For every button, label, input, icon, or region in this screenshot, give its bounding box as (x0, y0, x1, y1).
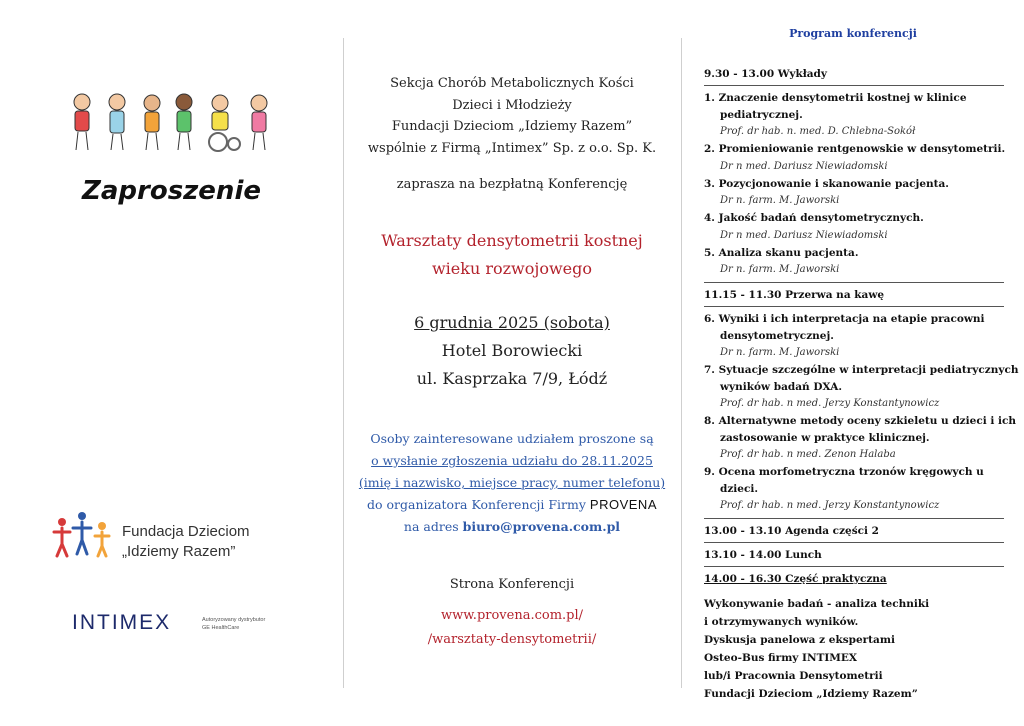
practical-line: Dyskusja panelowa z ekspertami (704, 634, 895, 646)
invite-text: zaprasza na bezpłatną Konferencję (396, 177, 628, 192)
organizer-line: Dzieci i Młodzieży (452, 97, 572, 113)
practical-line: lub/i Pracownia Densytometrii (704, 670, 883, 682)
program-list (704, 66, 1019, 703)
program-speaker: Dr n. farm. M. Jaworski (720, 264, 840, 275)
session-practical: 14.00 - 16.30 Część praktyczna (704, 573, 887, 585)
program-speaker: Dr n. farm. M. Jaworski (720, 347, 840, 358)
session-rule (704, 306, 1004, 307)
program-speaker: Dr n. farm. M. Jaworski (720, 195, 840, 206)
workshop-title-line: wieku rozwojowego (431, 259, 593, 278)
site-link-line[interactable]: /warsztaty-densytometrii/ (427, 632, 597, 647)
intimex-sub-line2: GE HealthCare (202, 625, 240, 631)
foundation-logo-line2: „Idziemy Razem” (122, 543, 236, 560)
contact-email-link[interactable]: biuro@provena.com.pl (462, 519, 621, 534)
practical-line: Osteo-Bus firmy INTIMEX (704, 652, 858, 664)
workshop-title-line: Warsztaty densytometrii kostnej (381, 231, 643, 250)
program-item: 7. Sytuacje szczególne w interpretacji pediatrycznych wyników badań DXA. (704, 364, 1019, 393)
organizer-line: wspólnie z Firmą „Intimex” Sp. z o.o. Sp. K. (367, 140, 657, 156)
site-label: Strona Konferencji (449, 577, 575, 592)
left-panel (0, 0, 343, 726)
session-agenda2: 13.00 - 13.10 Agenda części 2 (704, 525, 879, 537)
site-link[interactable] (344, 604, 680, 652)
info-line: (imię i nazwisko, miejsce pracy, numer telefonu) (358, 475, 666, 490)
practical-line: i otrzymywanych wyników. (704, 616, 859, 628)
foundation-logo-line1: Fundacja Dzieciom (122, 523, 250, 540)
event-hotel: Hotel Borowiecki (441, 341, 583, 360)
intimex-logo-subtitle (202, 616, 265, 632)
session-rule (704, 566, 1004, 567)
program-item: 6. Wyniki i ich interpretacja na etapie pracowni densytometrycznej. (704, 313, 985, 342)
invitation-title: Zaproszenie (82, 176, 261, 206)
session-rule (704, 542, 1004, 543)
children-illustration (62, 92, 282, 154)
info-line: do organizatora Konferencji Firmy (366, 497, 586, 512)
organizer-line: Fundacji Dzieciom „Idziemy Razem” (391, 119, 633, 134)
session-lunch: 13.10 - 14.00 Lunch (704, 549, 822, 561)
program-item: 5. Analiza skanu pacjenta. (704, 246, 859, 259)
session-rule (704, 282, 1004, 283)
program-title: Program konferencji (789, 27, 917, 40)
registration-info (344, 428, 680, 538)
intimex-logo: INTIMEX (72, 611, 172, 634)
info-email-prefix: na adres (403, 519, 459, 534)
program-item: 4. Jakość badań densytometrycznych. (704, 212, 924, 224)
event-details (344, 309, 680, 393)
middle-panel (344, 0, 680, 726)
info-line: Osoby zainteresowane udziałem proszone są (370, 431, 654, 446)
practical-line: Wykonywanie badań - analiza techniki (704, 598, 930, 610)
program-item: 8. Alternatywne metody oceny szkieletu u dzieci i ich zastosowanie w praktyce klinicznej. (704, 415, 1017, 444)
program-speaker: Prof. dr hab. n. med. D. Chlebna-Sokół (720, 126, 916, 137)
event-date: 6 grudnia 2025 (sobota) (414, 313, 610, 332)
program-item: 3. Pozycjonowanie i skanowanie pacjenta. (704, 177, 949, 190)
organizers (344, 73, 680, 159)
practical-line: Fundacji Dzieciom „Idziemy Razem” (704, 688, 918, 700)
event-address: ul. Kasprzaka 7/9, Łódź (416, 369, 608, 388)
info-deadline: o wysłanie zgłoszenia udziału do 28.11.2025 (371, 453, 653, 468)
program-speaker: Prof. dr hab. n med. Jerzy Konstantynowicz (720, 500, 940, 511)
organizer-line: Sekcja Chorób Metabolicznych Kości (390, 76, 634, 91)
session-break: 11.15 - 11.30 Przerwa na kawę (704, 289, 885, 301)
site-link-line[interactable]: www.provena.com.pl/ (440, 608, 584, 623)
program-speaker: Dr n med. Dariusz Niewiadomski (720, 160, 888, 172)
program-item: 1. Znaczenie densytometrii kostnej w klinice pediatrycznej. (704, 92, 967, 121)
session-rule (704, 518, 1004, 519)
program-speaker: Prof. dr hab. n med. Jerzy Konstantynowicz (720, 398, 940, 409)
foundation-logo-text (122, 522, 250, 562)
provena-logo: PROVENA (589, 497, 657, 512)
program-item: 9. Ocena morfometryczna trzonów kręgowych u dzieci. (704, 466, 984, 495)
session-rule (704, 85, 1004, 86)
session-lectures: 9.30 - 13.00 Wykłady (704, 68, 828, 80)
intimex-sub-line1: Autoryzowany dystrybutor (202, 617, 266, 623)
workshop-title (344, 227, 680, 283)
program-panel (682, 0, 1024, 726)
program-speaker: Dr n med. Dariusz Niewiadomski (720, 229, 888, 241)
program-item: 2. Promieniowanie rentgenowskie w densytometrii. (704, 143, 1006, 155)
program-speaker: Prof. dr hab. n med. Zenon Halaba (720, 449, 896, 460)
